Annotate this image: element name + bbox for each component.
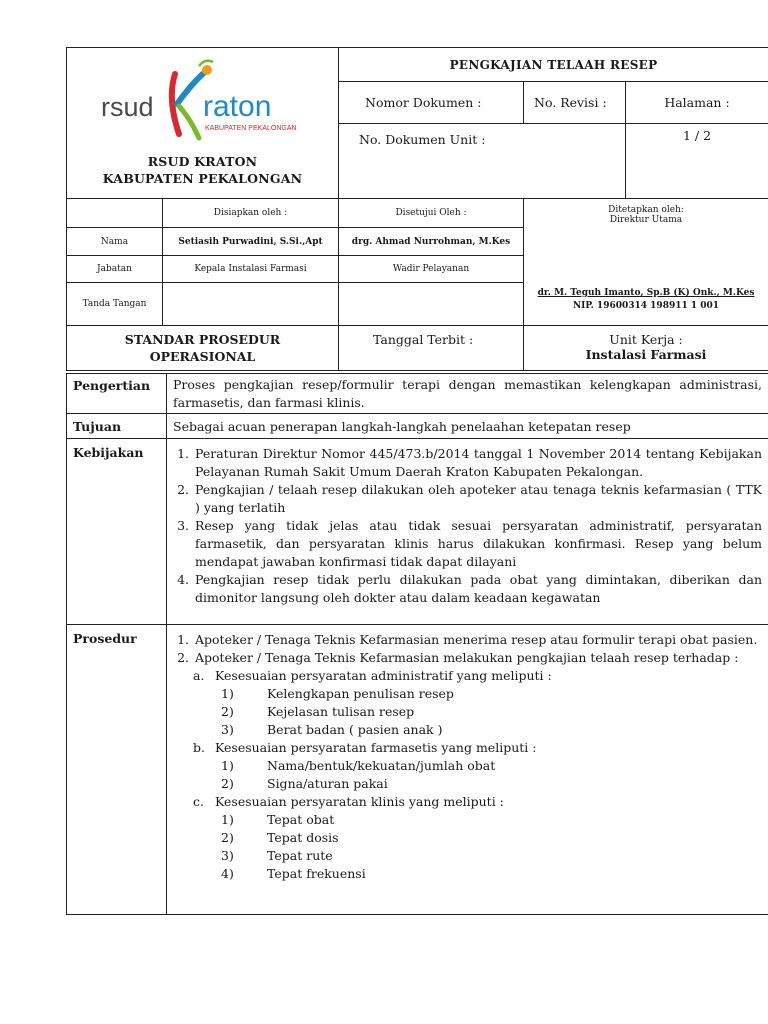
tujuan-text: Sebagai acuan penerapan langkah-langkah penelaahan ketepatan resep (167, 414, 768, 439)
sub-key: a. (193, 668, 205, 683)
blank-cell (67, 199, 163, 228)
org-region: KABUPATEN PEKALONGAN (102, 171, 303, 186)
list-item: 2) Signa/aturan pakai (221, 776, 388, 791)
list-item: 1) Kelengkapan penulisan resep (221, 686, 454, 701)
kebijakan-item: 4. Pengkajian resep tidak perlu dilakukan pada obat yang dimintakan, diberikan dan dimonitor langsung oleh dokter atau dalam keadaan kegawatan (193, 571, 762, 607)
director-name: dr. M. Teguh Imanto, Sp.B (K) Onk., M.Kes (537, 288, 755, 298)
doc-title: PENGKAJIAN TELAAH RESEP (339, 48, 768, 82)
tanda-tangan-label: Tanda Tangan (67, 283, 163, 326)
prep-signature (163, 283, 339, 326)
sub-section-c (173, 793, 762, 811)
prep-name: Setiasih Purwadini, S.Si.,Apt (163, 228, 339, 256)
tanggal-terbit-label: Tanggal Terbit : (339, 326, 524, 371)
sub-label: Kesesuaian persyaratan farmasetis yang meliputi : (215, 740, 537, 755)
jabatan-label: Jabatan (67, 256, 163, 283)
sop-label (67, 326, 339, 371)
logo-kraton-text: raton (203, 90, 272, 123)
logo-tagline: KABUPATEN PEKALONGAN (205, 125, 297, 132)
halaman-label: Halaman : (626, 82, 768, 124)
list-item: 4) Tepat frekuensi (221, 866, 366, 881)
halaman-value: 1 / 2 (626, 124, 768, 199)
prosedur-item: 1. Apoteker / Tenaga Teknis Kefarmasian menerima resep atau formulir terapi obat pasien. (193, 631, 762, 649)
prosedur-label: Prosedur (67, 625, 167, 915)
sop-label-line2: OPERASIONAL (149, 349, 256, 364)
sub-section-b (173, 739, 762, 757)
appr-signature (339, 283, 524, 326)
disetujui-label: Disetujui Oleh : (339, 199, 524, 228)
ditetapkan-label: Ditetapkan oleh: (608, 205, 684, 215)
pengertian-label: Pengertian (67, 374, 167, 414)
list-item: 1) Nama/bentuk/kekuatan/jumlah obat (221, 758, 496, 773)
document-header (66, 47, 768, 371)
director-signature-block (524, 287, 768, 313)
sub-key: c. (193, 794, 204, 809)
list-item: 1) Tepat obat (221, 812, 335, 827)
no-dokumen-unit-label: No. Dokumen Unit : (339, 124, 626, 199)
sub-label: Kesesuaian persyaratan klinis yang meliputi : (215, 794, 504, 809)
logo-cell (67, 48, 339, 199)
appr-position: Wadir Pelayanan (339, 256, 524, 283)
tujuan-label: Tujuan (67, 414, 167, 439)
ditetapkan-role: Direktur Utama (609, 215, 683, 225)
kebijakan-list-cell (167, 439, 768, 625)
sub-key: b. (193, 740, 205, 755)
sop-content (66, 373, 768, 915)
kebijakan-item: 3. Resep yang tidak jelas atau tidak sesuai persyaratan administratif, persyaratan farmasetik, dan persyaratan klinis harus dilakukan konfirmasi. Resep yang belum mendapat jawaban konfirmasi tidak dapat dilayani (193, 517, 762, 571)
prep-position: Kepala Instalasi Farmasi (163, 256, 339, 283)
list-item: 2) Tepat dosis (221, 830, 339, 845)
list-item: 3) Berat badan ( pasien anak ) (221, 722, 443, 737)
kebijakan-label: Kebijakan (67, 439, 167, 625)
nama-label: Nama (67, 228, 163, 256)
hospital-logo (67, 48, 338, 153)
prosedur-cell (167, 625, 768, 915)
unit-kerja-value: Instalasi Farmasi (585, 347, 707, 362)
prosedur-item-text: Apoteker / Tenaga Teknis Kefarmasian melakukan pengkajian telaah resep terhadap : (195, 650, 739, 665)
sub-section-a (173, 667, 762, 685)
pengertian-text: Proses pengkajian resep/formulir terapi dengan memastikan kelengkapan administrasi, farmasetis, dan farmasi klinis. (167, 374, 768, 414)
prosedur-list (173, 631, 762, 667)
kebijakan-item: 1. Peraturan Direktur Nomor 445/473.b/2014 tanggal 1 November 2014 tentang Kebijakan Pelayanan Rumah Sakit Umum Daerah Kraton Kabupaten Pekalongan. (193, 445, 762, 481)
list-item: 3) Tepat rute (221, 848, 333, 863)
appr-name: drg. Ahmad Nurrohman, M.Kes (339, 228, 524, 256)
director-cell (524, 199, 768, 326)
unit-kerja-label: Unit Kerja : (609, 332, 683, 347)
kebijakan-item: 2. Pengkajian / telaah resep dilakukan oleh apoteker atau tenaga teknis kefarmasian ( TTK ) yang terlatih (193, 481, 762, 517)
logo-rsud-text: rsud (101, 92, 154, 122)
disiapkan-label: Disiapkan oleh : (163, 199, 339, 228)
prosedur-item (193, 649, 762, 667)
director-nip: NIP. 19600314 198911 1 001 (572, 301, 720, 311)
kebijakan-list (173, 445, 762, 607)
sop-label-line1: STANDAR PROSEDUR (124, 332, 281, 347)
list-item: 2) Kejelasan tulisan resep (221, 704, 415, 719)
nomor-dokumen-label: Nomor Dokumen : (339, 82, 524, 124)
unit-kerja-cell (524, 326, 768, 371)
no-revisi-label: No. Revisi : (524, 82, 626, 124)
org-name: RSUD KRATON (147, 154, 258, 169)
sub-label: Kesesuaian persyaratan administratif yang meliputi : (215, 668, 552, 683)
